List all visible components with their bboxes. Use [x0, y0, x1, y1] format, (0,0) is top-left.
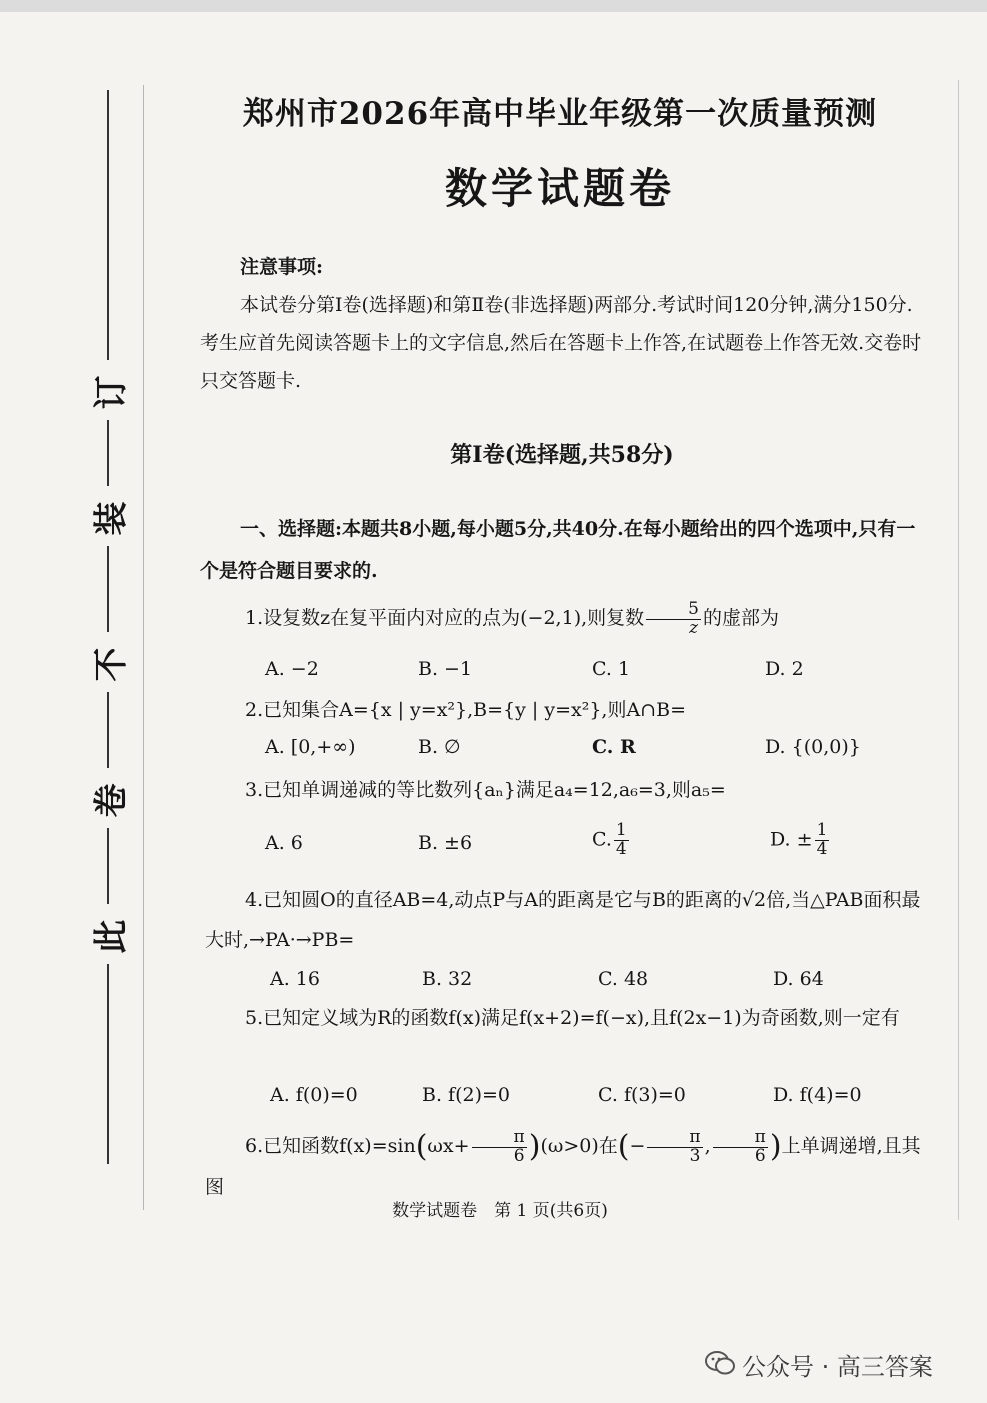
binding-char: 此 — [91, 919, 132, 954]
option: B. ∅ — [418, 736, 461, 758]
option-label: D. ± — [770, 828, 813, 851]
question-4: 4.已知圆O的直径AB=4,动点P与A的距离是它与B的距离的√2倍,当△PAB面积最大时,→PA·→PB= — [205, 889, 921, 951]
fraction-denominator: 6 — [513, 1145, 525, 1166]
question-1 — [205, 598, 929, 638]
part-heading: 第Ⅰ卷(选择题,共58分) — [450, 442, 674, 468]
question-stem: ωx+ — [427, 1135, 470, 1157]
option: A. 16 — [270, 968, 320, 990]
option: D. 2 — [765, 658, 804, 680]
exam-subject: 数学试题卷 — [444, 164, 675, 213]
scan-edge — [0, 0, 987, 12]
fraction-numerator: 1 — [816, 820, 828, 840]
fraction-denominator: 4 — [816, 838, 828, 859]
fraction-numerator: 1 — [615, 820, 627, 840]
binding-segment — [107, 90, 109, 360]
fraction-denominator: 6 — [754, 1145, 766, 1166]
binding-segment — [107, 964, 109, 1164]
fraction-denominator: z — [689, 617, 699, 638]
option: B. f(2)=0 — [422, 1084, 510, 1106]
question-stem: 的虚部为 — [702, 607, 779, 629]
notice-heading: 注意事项: — [240, 256, 324, 278]
paren-left: ( — [415, 1129, 428, 1164]
question-stem: 1.设复数z在复平面内对应的点为(−2,1),则复数 — [245, 607, 645, 629]
question-2: 2.已知集合A={x | y=x²},B={y | y=x²},则A∩B= — [245, 699, 686, 721]
option: D. 64 — [773, 968, 824, 990]
binding-segment — [107, 546, 109, 632]
option: A. −2 — [265, 658, 319, 680]
option-label: C. — [592, 828, 612, 851]
option: D. {(0,0)} — [765, 736, 861, 758]
watermark-text: 公众号 · 高三答案 — [742, 1353, 933, 1381]
question-stem: 6.已知函数f(x)=sin — [245, 1135, 416, 1157]
option: A. f(0)=0 — [270, 1084, 358, 1106]
question-6 — [205, 1126, 929, 1207]
fraction-denominator: 3 — [689, 1145, 701, 1166]
option: D. f(4)=0 — [773, 1084, 862, 1106]
fraction — [815, 822, 830, 859]
option-d — [770, 822, 831, 859]
option: C. R — [592, 736, 636, 758]
binding-char: 装 — [91, 501, 132, 536]
binding-segment — [107, 828, 109, 904]
question-5: 5.已知定义域为R的函数f(x)满足f(x+2)=f(−x),且f(2x−1)为奇函数,则一定有 — [245, 1007, 900, 1029]
fraction — [647, 1126, 702, 1166]
options-1 — [265, 658, 905, 694]
fraction — [646, 598, 701, 638]
option: C. 1 — [592, 658, 631, 680]
option: A. [0,+∞) — [265, 736, 356, 758]
option: B. ±6 — [418, 832, 473, 854]
fraction-numerator: π — [472, 1129, 527, 1148]
paren-right: ) — [528, 1129, 541, 1164]
wechat-icon — [705, 1350, 735, 1376]
option: B. −1 — [418, 658, 473, 680]
section-heading: 一、选择题:本题共8小题,每小题5分,共40分.在每小题给出的四个选项中,只有一个是符合题目要求的. — [200, 518, 916, 582]
options-2 — [265, 736, 905, 772]
question-stem: (ω>0)在 — [540, 1135, 618, 1157]
option: C. 48 — [598, 968, 649, 990]
binding-char: 不 — [91, 647, 132, 682]
fraction-denominator: 4 — [615, 838, 627, 859]
binding-segment — [107, 692, 109, 768]
fraction-numerator: 5 — [646, 601, 701, 620]
paren-right: ) — [769, 1129, 782, 1164]
option: B. 32 — [422, 968, 473, 990]
binding-margin — [90, 90, 132, 1170]
question-3: 3.已知单调递减的等比数列{aₙ}满足a₄=12,a₆=3,则a₅= — [245, 779, 726, 801]
page-footer: 数学试题卷 第 1 页(共6页) — [392, 1201, 608, 1221]
option: A. 6 — [265, 832, 303, 854]
fraction-numerator: π — [647, 1129, 702, 1148]
option: C. f(3)=0 — [598, 1084, 686, 1106]
options-3 — [265, 822, 905, 872]
fraction — [472, 1126, 527, 1166]
notice-body: 本试卷分第Ⅰ卷(选择题)和第Ⅱ卷(非选择题)两部分.考试时间120分钟,满分150分.考生应首先阅读答题卡上的文字信息,然后在答题卡上作答,在试题卷上作答无效.交卷时只交答题卡. — [200, 294, 922, 392]
fraction — [614, 822, 629, 859]
exam-title: 郑州市2026年高中毕业年级第一次质量预测 — [242, 96, 878, 132]
binding-char: 卷 — [91, 783, 132, 818]
binding-char: 订 — [91, 375, 132, 410]
fraction — [713, 1126, 768, 1166]
binding-rule — [143, 85, 144, 1210]
options-5 — [265, 1084, 905, 1120]
question-stem: − — [629, 1135, 646, 1157]
binding-segment — [107, 420, 109, 486]
page-edge-rule — [958, 80, 959, 1220]
fraction-numerator: π — [713, 1129, 768, 1148]
question-stem: 上单调递增,且其图 — [205, 1135, 921, 1198]
option-c — [592, 822, 631, 859]
question-stem: , — [704, 1135, 711, 1157]
paren-left: ( — [617, 1129, 630, 1164]
